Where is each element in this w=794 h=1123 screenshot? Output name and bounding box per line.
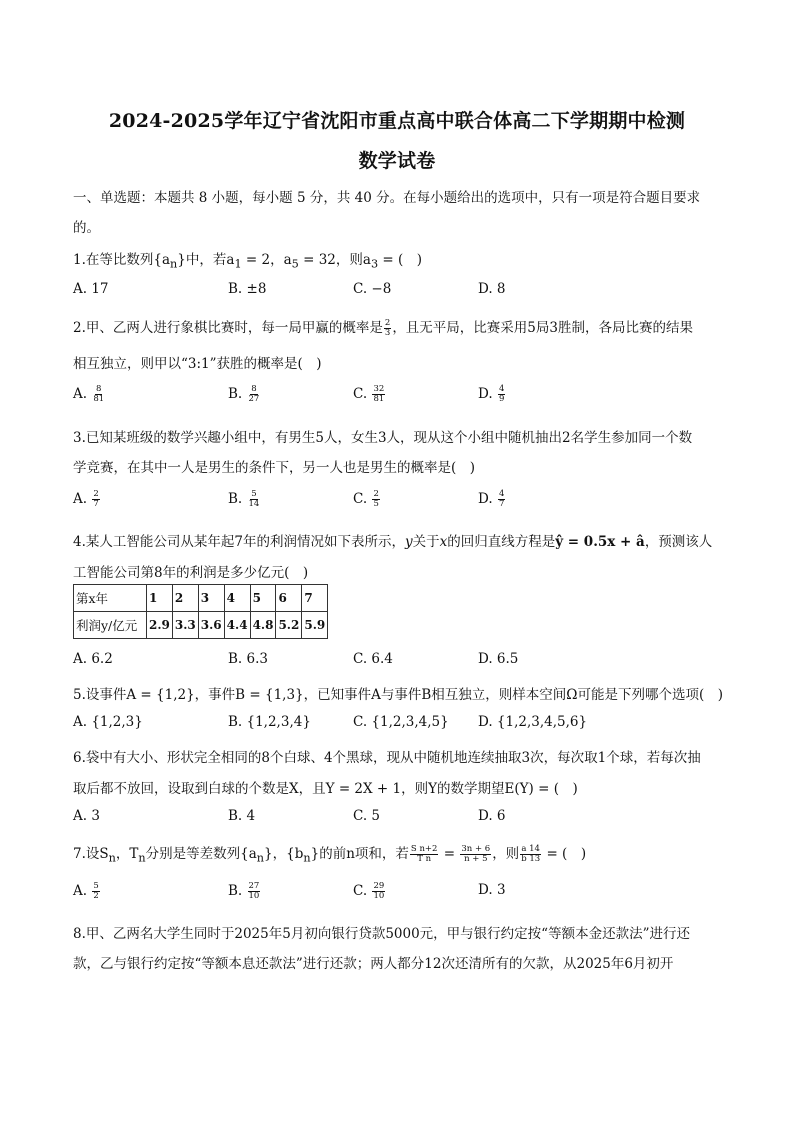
table-row — [74, 612, 328, 639]
option-b[interactable]: B. $\frac{27}{10}$ — [228, 881, 260, 901]
table-header-cell: 第x年 — [74, 585, 147, 612]
table-cell: 3.3 — [172, 612, 198, 639]
option-b[interactable]: B. 4 — [228, 808, 256, 824]
question-6-stem-line1: 6.袋中有大小、形状完全相同的8个白球、4个黑球，现从中随机地连续抽取3次，每次取1个球，若每次抽 — [73, 750, 701, 766]
question-8-stem-line2: 款，乙与银行约定按“等额本息还款法”进行还款；两人都分12次还清所有的欠款，从2025年6月初开 — [73, 956, 674, 972]
option-b[interactable]: B. $\frac{8}{27}$ — [228, 384, 260, 404]
option-a[interactable]: A. 3 — [73, 808, 100, 824]
table-cell: 3.6 — [198, 612, 224, 639]
option-d[interactable]: D. 3 — [478, 882, 506, 898]
table-cell: 6 — [276, 585, 302, 612]
question-7-options — [73, 882, 733, 902]
section-intro-line1: 一、单选题：本题共 8 小题，每小题 5 分，共 40 分。在每小题给出的选项中，只有一项是符合题目要求 — [73, 190, 701, 206]
option-d[interactable]: D. 6 — [478, 808, 506, 824]
table-cell: 5 — [250, 585, 276, 612]
question-2-stem-line1: 2.甲、乙两人进行象棋比赛时，每一局甲赢的概率是 $\frac{2}{3}$ ，且无平局，比赛采用5局3胜制，各局比赛的结果 — [73, 318, 693, 338]
fraction: $\frac{a 14}{b 13}$ — [521, 844, 541, 864]
option-d[interactable]: D. $\frac{4}{9}$ — [478, 384, 505, 404]
question-2-options — [73, 385, 733, 405]
option-b[interactable]: B. 6.3 — [228, 651, 268, 667]
fraction: $\frac{\text{S n+2}}{\text{T n}}$ — [410, 844, 438, 864]
option-d[interactable]: D. 8 — [478, 281, 506, 297]
option-c[interactable]: C. $\frac{2}{5}$ — [353, 489, 379, 509]
fraction: $\frac{2}{3}$ — [384, 318, 391, 338]
table-cell: 2.9 — [147, 612, 173, 639]
option-b[interactable]: B. {1,2,3,4} — [228, 714, 311, 730]
option-d[interactable]: D. {1,2,3,4,5,6} — [478, 714, 588, 730]
table-header-cell: 利润y/亿元 — [74, 612, 147, 639]
question-3-stem-line2: 学竞赛，在其中一人是男生的条件下，另一人也是男生的概率是( ) — [73, 460, 476, 476]
fraction: $\frac{3n + 6}{n + 5}$ — [461, 844, 491, 864]
table-cell: 5.9 — [302, 612, 328, 639]
question-7-stem: 7.设$S_n$，$T_n$分别是等差数列$\{a_n\}$，$\{b_n\}$的前n项和，若 $\frac{\text{S n+2}}{\text{T n}}$ = $\frac{3n + 6}{n + 5}$ ，则 $\frac{a 14}{b 13}$ = ( ) — [73, 844, 587, 865]
question-5-stem: 5.设事件A = {1,2}，事件B = {1,3}，已知事件A与事件B相互独立，则样本空间Ω可能是下列哪个选项( ) — [73, 687, 724, 703]
profit-table — [73, 584, 328, 639]
option-a[interactable]: A. 6.2 — [73, 651, 113, 667]
question-3-stem-line1: 3.已知某班级的数学兴趣小组中，有男生5人，女生3人，现从这个小组中随机抽出2名学生参加同一个数 — [73, 430, 693, 446]
option-c[interactable]: C. 5 — [353, 808, 381, 824]
question-6-options — [73, 808, 733, 828]
exam-title-line2: 数学试卷 — [358, 150, 436, 172]
option-a[interactable]: A. $\frac{8}{81}$ — [73, 384, 105, 404]
question-4-options — [73, 651, 733, 671]
option-c[interactable]: C. $\frac{29}{10}$ — [353, 881, 385, 901]
option-b[interactable]: B. ±8 — [228, 281, 267, 297]
exam-title-line1: 2024-2025学年辽宁省沈阳市重点高中联合体高二下学期期中检测 — [108, 110, 686, 132]
option-b[interactable]: B. $\frac{5}{14}$ — [228, 489, 260, 509]
question-1-stem: 1.在等比数列$\{a_n\}$中，若$a_1 = 2$，$a_5 = 32$，则$a_3$ = ( ) — [73, 252, 423, 271]
section-intro-line2: 的。 — [73, 220, 100, 236]
option-c[interactable]: C. {1,2,3,4,5} — [353, 714, 449, 730]
option-a[interactable]: A. {1,2,3} — [73, 714, 143, 730]
table-cell: 4.8 — [250, 612, 276, 639]
question-8-stem-line1: 8.甲、乙两名大学生同时于2025年5月初向银行贷款5000元，甲与银行约定按“等额本金还款法”进行还 — [73, 926, 690, 942]
question-6-stem-line2: 取后都不放回，设取到白球的个数是X，且Y = 2X + 1，则Y的数学期望E(Y) = ( ) — [73, 781, 578, 797]
question-5-options — [73, 714, 733, 734]
table-cell: 1 — [147, 585, 173, 612]
table-cell: 4 — [224, 585, 250, 612]
question-1-options — [73, 281, 733, 301]
question-3-options — [73, 490, 733, 510]
option-d[interactable]: D. $\frac{4}{7}$ — [478, 489, 505, 509]
table-row — [74, 585, 328, 612]
option-a[interactable]: A. $\frac{5}{2}$ — [73, 881, 99, 901]
table-cell: 2 — [172, 585, 198, 612]
option-c[interactable]: C. 6.4 — [353, 651, 393, 667]
question-4-stem-line2: 工智能公司第8年的利润是多少亿元( ) — [73, 565, 309, 581]
question-4-stem-line1: 4.某人工智能公司从某年起7年的利润情况如下表所示，y关于x的回归直线方程是ŷ = 0.5x + â，预测该人 — [73, 534, 713, 550]
table-cell: 5.2 — [276, 612, 302, 639]
option-a[interactable]: A. $\frac{2}{7}$ — [73, 489, 99, 509]
option-c[interactable]: C. −8 — [353, 281, 392, 297]
option-d[interactable]: D. 6.5 — [478, 651, 519, 667]
option-c[interactable]: C. $\frac{32}{81}$ — [353, 384, 385, 404]
option-a[interactable]: A. 17 — [73, 281, 109, 297]
table-cell: 7 — [302, 585, 328, 612]
table-cell: 4.4 — [224, 612, 250, 639]
table-cell: 3 — [198, 585, 224, 612]
question-2-stem-line2: 相互独立，则甲以“3:1”获胜的概率是( ) — [73, 356, 322, 372]
